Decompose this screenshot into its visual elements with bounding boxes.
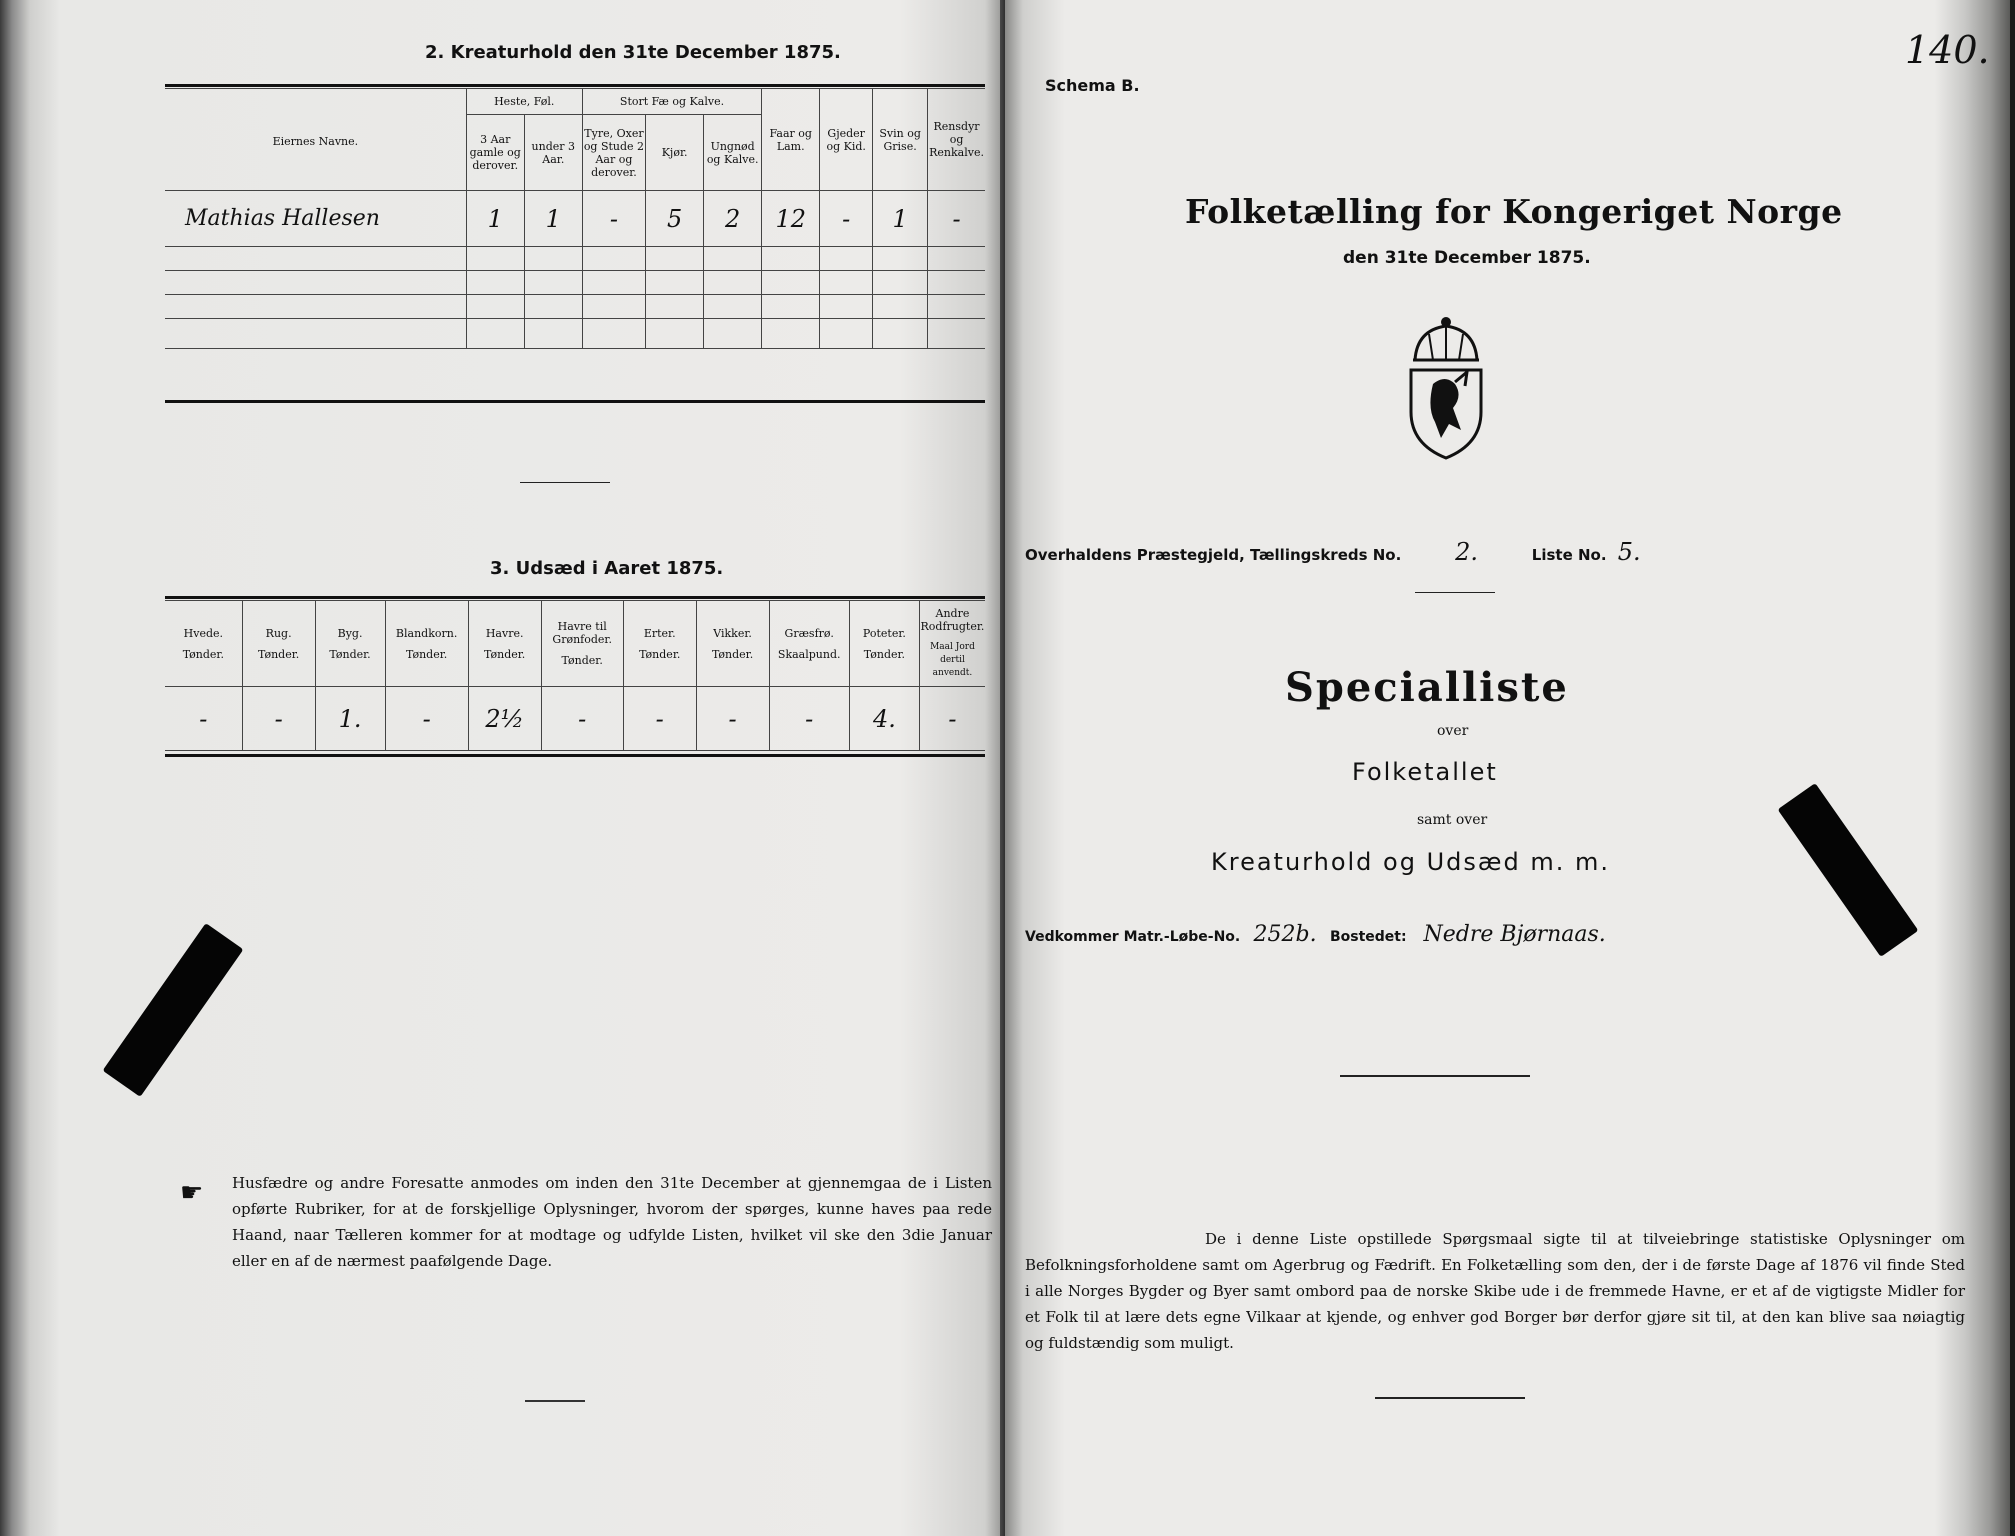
divider bbox=[525, 1400, 585, 1402]
udsaed-header-name: Erter. bbox=[643, 626, 676, 640]
bosted-value: Nedre Bjørnaas. bbox=[1423, 922, 1606, 947]
list-value: 5. bbox=[1617, 538, 1641, 566]
udsaed-header-name: Vikker. bbox=[713, 626, 752, 640]
matr-label: Vedkommer Matr.-Løbe-No. bbox=[1025, 929, 1241, 945]
udsaed-header-5 bbox=[541, 601, 623, 687]
udsaed-value-10: - bbox=[919, 687, 985, 751]
page-number: 140. bbox=[1905, 28, 1990, 72]
ungnod-value: 2 bbox=[704, 191, 762, 247]
udsaed-header-unit: Tønder. bbox=[639, 647, 681, 661]
divider bbox=[1415, 592, 1495, 593]
gjeder-value: - bbox=[820, 191, 873, 247]
col-gjeder-header: Gjeder og Kid. bbox=[820, 89, 873, 191]
binding-tab-right bbox=[1825, 780, 1885, 980]
table-row bbox=[165, 247, 985, 271]
page-date: den 31te December 1875. bbox=[1343, 248, 1591, 268]
schema-label: Schema B. bbox=[1045, 76, 1140, 95]
udsaed-header-unit: Skaalpund. bbox=[777, 647, 841, 661]
udsaed-value-9: 4. bbox=[849, 687, 919, 751]
table-top-rule bbox=[165, 84, 985, 87]
udsaed-value-5: - bbox=[541, 687, 623, 751]
udsaed-header-0 bbox=[165, 601, 242, 687]
notice-text: Husfædre og andre Foresatte anmodes om inden den 31te December at gjennemgaa de i Listen opførte Rubriker, for at de forskjellige Oplysninger, hvorom der spørges, kunne haves paa rede Haand, naar Tælleren kommer for at modtage og udfylde Listen, hvilket vil ske den 3die Januar eller en af de nærmest paafølgende Dage. bbox=[232, 1174, 992, 1270]
udsaed-header-10 bbox=[919, 601, 985, 687]
page-title: Folketælling for Kongeriget Norge bbox=[1185, 192, 1843, 231]
parish-label: Overhaldens Præstegjeld, bbox=[1025, 546, 1245, 564]
svin-value: 1 bbox=[873, 191, 928, 247]
udsaed-header-unit: Tønder. bbox=[561, 654, 603, 667]
matr-line bbox=[1025, 922, 1606, 947]
udsaed-header-7 bbox=[696, 601, 769, 687]
faar-value: 12 bbox=[762, 191, 820, 247]
udsaed-header-unit: Tønder. bbox=[257, 647, 300, 661]
udsaed-header-2 bbox=[315, 601, 385, 687]
divider bbox=[1340, 1075, 1530, 1077]
udsaed-value-6: - bbox=[623, 687, 696, 751]
list-label: Liste No. bbox=[1531, 546, 1607, 564]
udsaed-table bbox=[165, 600, 985, 751]
binding-tab-left bbox=[150, 920, 210, 1080]
heste-old-value: 1 bbox=[466, 191, 524, 247]
group-heste-header: Heste, Føl. bbox=[466, 89, 582, 115]
udsaed-header-name: Andre Rodfrugter. bbox=[920, 607, 985, 633]
group-stort-header: Stort Fæ og Kalve. bbox=[582, 89, 761, 115]
kjor-value: 5 bbox=[646, 191, 704, 247]
norway-coat-of-arms-icon bbox=[1405, 312, 1487, 462]
udsaed-header-1 bbox=[242, 601, 315, 687]
kreaturhold-label: Kreaturhold og Udsæd m. m. bbox=[1211, 848, 1610, 876]
udsaed-value-2: 1. bbox=[315, 687, 385, 751]
rensdyr-value: - bbox=[928, 191, 985, 247]
col-faar-header: Faar og Lam. bbox=[762, 89, 820, 191]
section2-title: 2. Kreaturhold den 31te December 1875. bbox=[425, 42, 841, 63]
udsaed-header-unit: Tønder. bbox=[711, 647, 754, 661]
udsaed-header-name: Byg. bbox=[337, 626, 363, 640]
udsaed-header-name: Rug. bbox=[265, 626, 292, 640]
table-row bbox=[165, 687, 985, 751]
udsaed-bottom-rule bbox=[165, 754, 985, 757]
table-row bbox=[165, 191, 985, 247]
section3-title: 3. Udsæd i Aaret 1875. bbox=[490, 558, 724, 579]
table-row bbox=[165, 271, 985, 295]
udsaed-header-name: Græsfrø. bbox=[784, 626, 834, 640]
folketallet-label: Folketallet bbox=[1352, 758, 1498, 786]
udsaed-value-8: - bbox=[769, 687, 849, 751]
specialliste-heading: Specialliste bbox=[1285, 664, 1569, 711]
udsaed-header-name: Poteter. bbox=[862, 626, 906, 640]
udsaed-header-9 bbox=[849, 601, 919, 687]
udsaed-value-0: - bbox=[165, 687, 242, 751]
udsaed-header-unit: Maal Jord dertil anvendt. bbox=[930, 642, 975, 678]
parish-line bbox=[1025, 538, 1708, 566]
udsaed-value-3: - bbox=[385, 687, 468, 751]
udsaed-header-unit: Tønder. bbox=[182, 647, 224, 661]
udsaed-header-unit: Tønder. bbox=[405, 647, 448, 661]
divider bbox=[1375, 1397, 1525, 1399]
udsaed-header-unit: Tønder. bbox=[863, 647, 906, 661]
udsaed-value-7: - bbox=[696, 687, 769, 751]
udsaed-header-name: Havre til Grønfoder. bbox=[552, 620, 612, 646]
matr-value: 252b. bbox=[1253, 922, 1317, 947]
col-svin-header: Svin og Grise. bbox=[873, 89, 928, 191]
district-label: Tællingskreds No. bbox=[1250, 546, 1402, 564]
col-owner-header: Eiernes Navne. bbox=[165, 89, 466, 191]
udsaed-value-4: 2½ bbox=[468, 687, 541, 751]
col-kjor-header: Kjør. bbox=[646, 115, 704, 191]
udsaed-header-name: Havre. bbox=[485, 626, 524, 640]
samt-over-label: samt over bbox=[1417, 812, 1488, 828]
udsaed-header-unit: Tønder. bbox=[329, 647, 371, 661]
udsaed-header-4 bbox=[468, 601, 541, 687]
udsaed-top-rule bbox=[165, 596, 985, 599]
intro-text: De i denne Liste opstillede Spørgsmaal sigte til at tilveiebringe statistiske Oplysninger om Befolkningsforholdene samt om Agerbrug og Fædrift. En Folketælling som den, der i de første Dage af 1876 vil finde Sted i alle Norges Bygder og Byer samt ombord paa de norske Skibe ude i de fremmede Havne, er et af de vigtigste Midler for et Folk til at lære dets egne Vilkaar at kjende, og enhver god Borger bør derfor gjøre sit til, at den kan blive saa nøiagtig og fuldstændig som muligt. bbox=[1025, 1230, 1965, 1352]
livestock-table bbox=[165, 88, 985, 349]
udsaed-header-3 bbox=[385, 601, 468, 687]
col-heste-young-header: under 3 Aar. bbox=[524, 115, 582, 191]
udsaed-value-1: - bbox=[242, 687, 315, 751]
owner-name: Mathias Hallesen bbox=[165, 191, 466, 247]
col-rensdyr-header: Rensdyr og Renkalve. bbox=[928, 89, 985, 191]
right-page bbox=[1005, 0, 2010, 1536]
col-tyre-header: Tyre, Oxer og Stude 2 Aar og derover. bbox=[582, 115, 645, 191]
udsaed-header-8 bbox=[769, 601, 849, 687]
district-value: 2. bbox=[1455, 538, 1478, 566]
udsaed-header-6 bbox=[623, 601, 696, 687]
left-page bbox=[0, 0, 1005, 1536]
col-ungnod-header: Ungnød og Kalve. bbox=[704, 115, 762, 191]
table-row bbox=[165, 319, 985, 349]
table-row bbox=[165, 295, 985, 319]
udsaed-header-name: Hvede. bbox=[183, 626, 224, 640]
tyre-value: - bbox=[582, 191, 645, 247]
over-label: over bbox=[1437, 723, 1469, 739]
table-bottom-rule bbox=[165, 400, 985, 403]
heste-young-value: 1 bbox=[524, 191, 582, 247]
udsaed-header-name: Blandkorn. bbox=[395, 626, 458, 640]
col-heste-old-header: 3 Aar gamle og derover. bbox=[466, 115, 524, 191]
pointing-hand-icon: ☛ bbox=[180, 1178, 204, 1208]
bosted-label: Bostedet: bbox=[1329, 929, 1407, 945]
udsaed-header-unit: Tønder. bbox=[484, 647, 526, 661]
divider bbox=[520, 482, 610, 483]
